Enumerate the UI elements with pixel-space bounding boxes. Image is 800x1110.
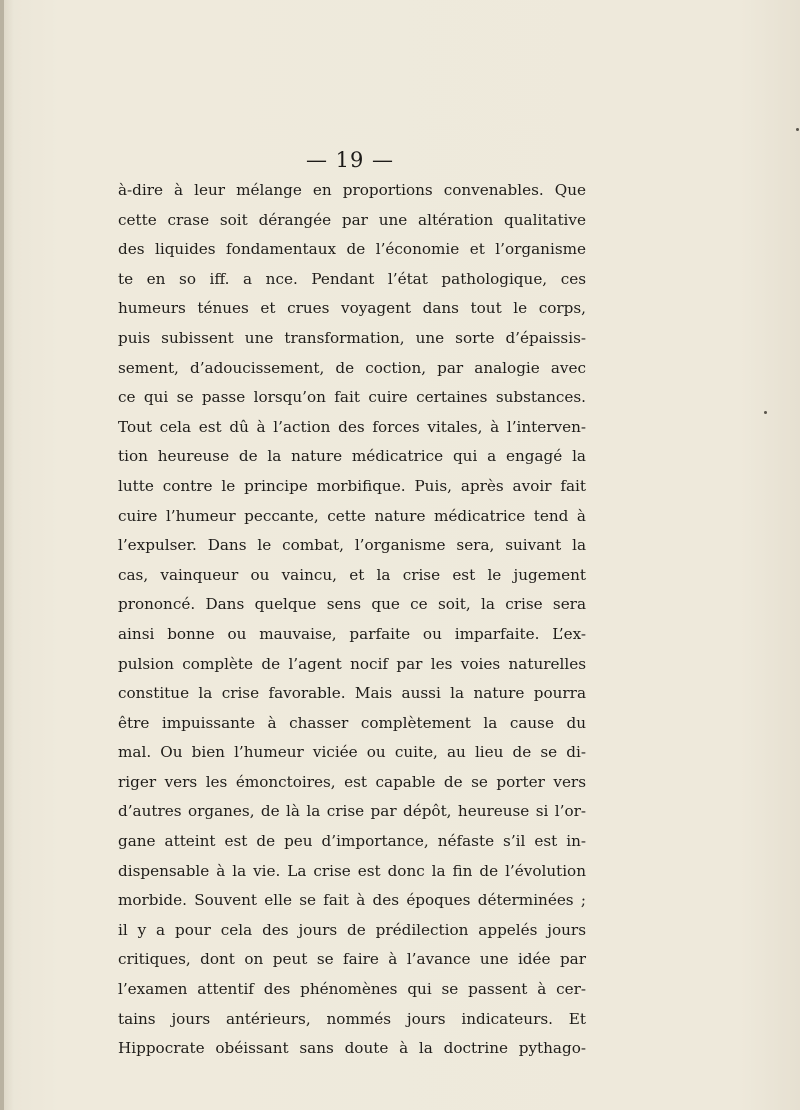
ink-speck: [796, 128, 799, 131]
text-line: puis subissent une transformation, une sorte d’épaissis-: [118, 328, 586, 347]
text-line: à-dire à leur mélange en proportions convenables. Que: [118, 181, 586, 199]
text-line: gane atteint est de peu d’importance, néfaste s’il est in-: [118, 832, 586, 851]
text-line: être impuissante à chasser complètement la cause du: [118, 713, 586, 732]
text-line: Tout cela est dû à l’action des forces vitales, à l’interven-: [118, 417, 586, 436]
text-line: mal. Ou bien l’humeur viciée ou cuite, au lieu de se di-: [118, 743, 586, 762]
text-line: cas, vainqueur ou vaincu, et la crise est le jugement: [118, 565, 586, 584]
text-line: ce qui se passe lorsqu’on fait cuire certaines substances.: [118, 388, 586, 407]
text-line: tion heureuse de la nature médicatrice qui a engagé la: [118, 447, 586, 466]
text-line: critiques, dont on peut se faire à l’avance une idée par: [118, 950, 586, 969]
text-line: ainsi bonne ou mauvaise, parfaite ou imparfaite. L’ex-: [118, 624, 586, 643]
body-text: [118, 176, 586, 1064]
text-line: l’expulser. Dans le combat, l’organisme sera, suivant la: [118, 536, 586, 555]
text-line: lutte contre le principe morbifique. Puis, après avoir fait: [118, 476, 586, 495]
text-line: tains jours antérieurs, nommés jours indicateurs. Et: [118, 1009, 586, 1028]
text-line: dispensable à la vie. La crise est donc la fin de l’évolution: [118, 861, 586, 880]
text-line: des liquides fondamentaux de l’économie et l’organisme: [118, 240, 586, 259]
text-line: cette crase soit dérangée par une altération qualitative: [118, 210, 586, 229]
text-line: cuire l’humeur peccante, cette nature médicatrice tend à: [118, 506, 586, 525]
text-line: pulsion complète de l’agent nocif par les voies naturelles: [118, 654, 586, 673]
text-line: il y a pour cela des jours de prédilection appelés jours: [118, 920, 586, 939]
text-line: constitue la crise favorable. Mais aussi la nature pourra: [118, 684, 586, 703]
text-line: humeurs ténues et crues voyagent dans tout le corps,: [118, 299, 586, 318]
text-line: sement, d’adoucissement, de coction, par analogie avec: [118, 358, 586, 377]
text-line: Hippocrate obéissant sans doute à la doctrine pythago-: [118, 1039, 586, 1058]
text-line: l’examen attentif des phénomènes qui se passent à cer-: [118, 980, 586, 999]
ink-speck: [764, 411, 767, 414]
text-line: morbide. Souvent elle se fait à des époques déterminées ;: [118, 891, 586, 910]
text-line: prononcé. Dans quelque sens que ce soit, la crise sera: [118, 595, 586, 614]
text-line: te en so iff. a nce. Pendant l’état pathologique, ces: [118, 269, 586, 288]
page-number: — 19 —: [305, 148, 395, 172]
text-line: d’autres organes, de là la crise par dépôt, heureuse si l’or-: [118, 802, 586, 821]
text-line: riger vers les émonctoires, est capable de se porter vers: [118, 772, 586, 791]
